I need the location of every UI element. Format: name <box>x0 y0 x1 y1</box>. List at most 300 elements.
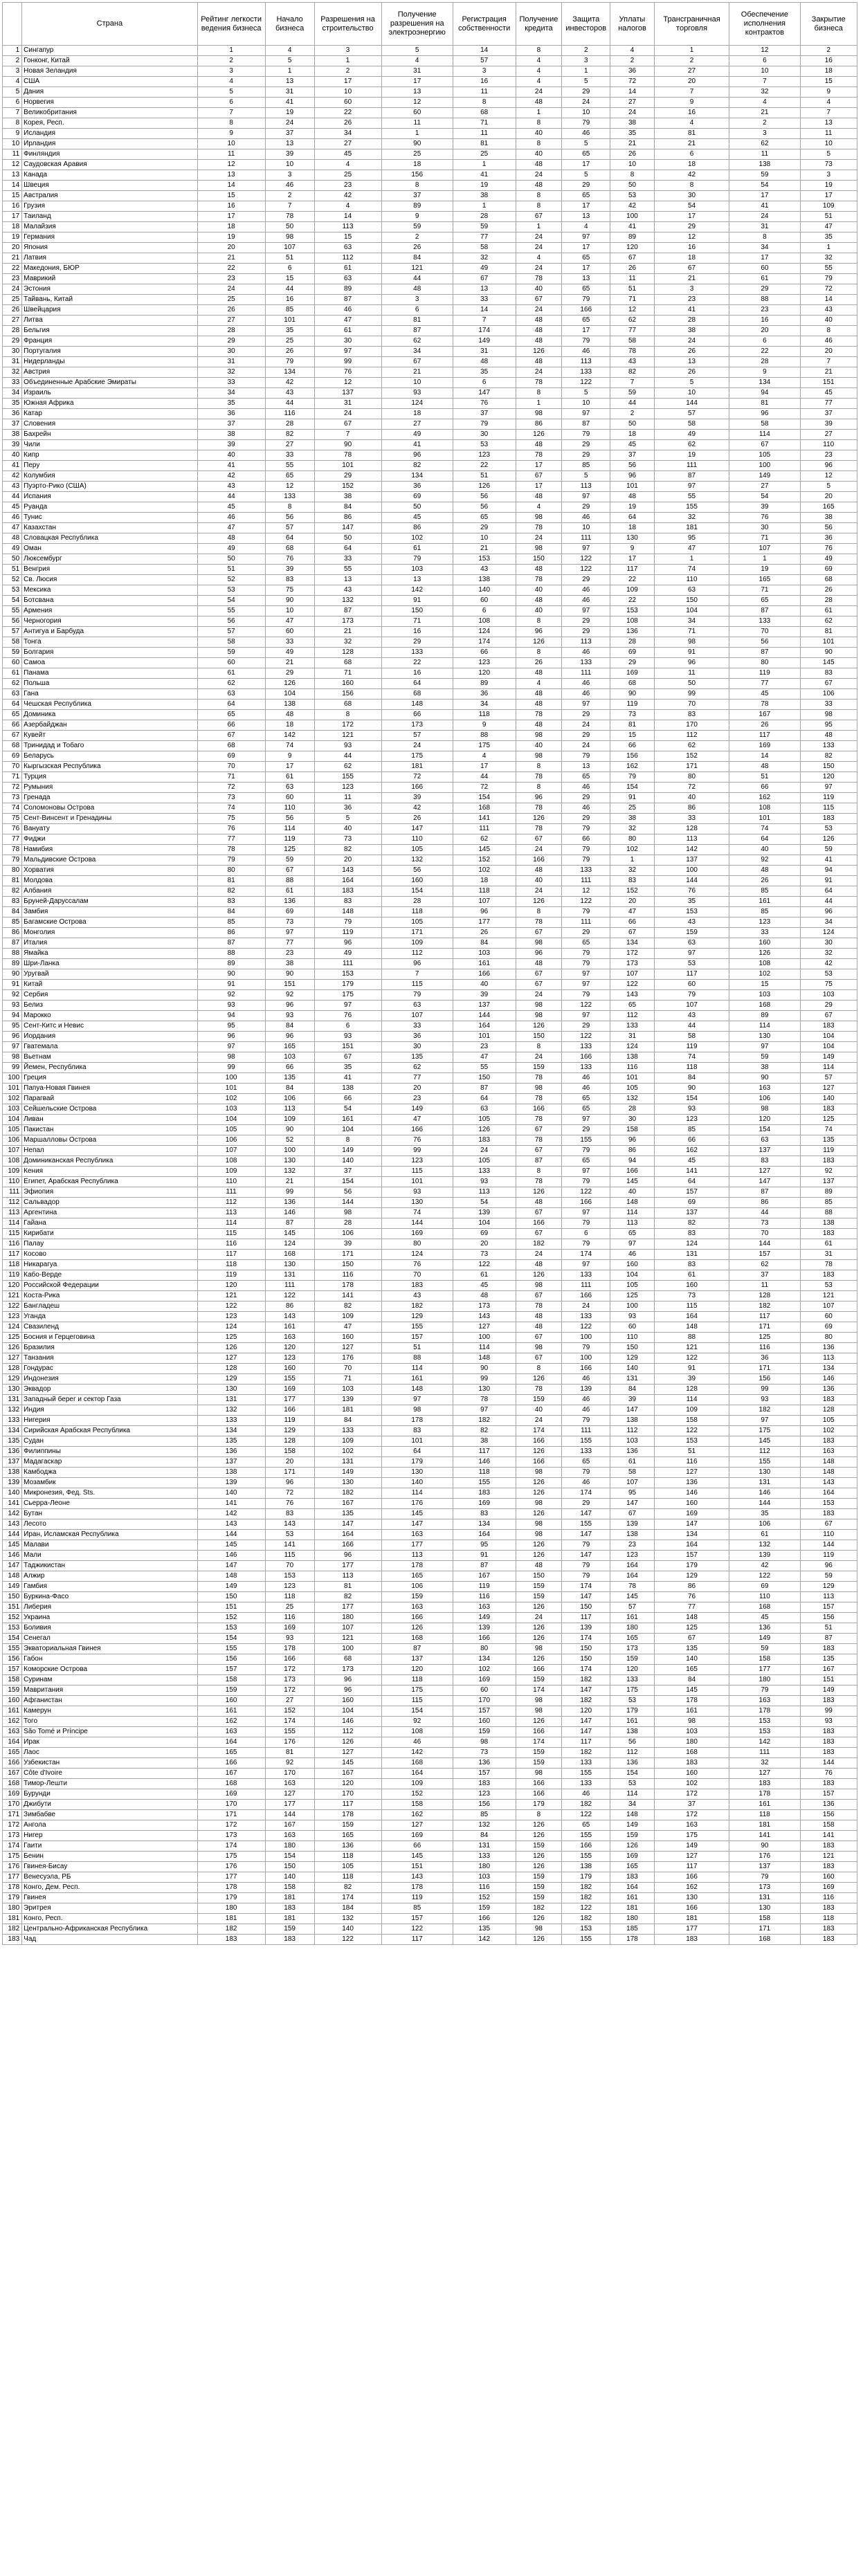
getting-credit-value: 126 <box>516 1509 562 1519</box>
construction-permits-value: 176 <box>314 1353 381 1364</box>
trading-across-borders-value: 81 <box>654 129 729 139</box>
paying-taxes-value: 181 <box>610 1903 655 1914</box>
closing-business-value: 149 <box>800 1686 857 1696</box>
starting-business-value: 74 <box>265 741 314 751</box>
ease-rank: 33 <box>197 378 265 388</box>
starting-business-value: 127 <box>265 1789 314 1800</box>
electricity-value: 72 <box>381 772 453 783</box>
trading-across-borders-value: 16 <box>654 108 729 118</box>
enforcing-contracts-value: 100 <box>729 461 800 471</box>
starting-business-value: 123 <box>265 1582 314 1592</box>
table-row <box>3 191 857 201</box>
ease-rank: 128 <box>197 1364 265 1374</box>
paying-taxes-value: 26 <box>610 264 655 274</box>
construction-permits-value: 87 <box>314 606 381 616</box>
ease-rank: 103 <box>197 1104 265 1115</box>
electricity-value: 51 <box>381 1343 453 1353</box>
row-index: 142 <box>3 1509 22 1519</box>
paying-taxes-value: 179 <box>610 1706 655 1717</box>
ease-rank: 51 <box>197 565 265 575</box>
table-row <box>3 959 857 969</box>
protecting-investors-value: 46 <box>562 679 610 689</box>
protecting-investors-value: 139 <box>562 1385 610 1395</box>
enforcing-contracts-value: 105 <box>729 450 800 461</box>
construction-permits-value: 41 <box>314 1073 381 1084</box>
starting-business-value: 181 <box>265 1914 314 1924</box>
row-index: 9 <box>3 129 22 139</box>
row-index: 143 <box>3 1519 22 1530</box>
protecting-investors-value: 29 <box>562 575 610 585</box>
protecting-investors-value: 97 <box>562 409 610 419</box>
paying-taxes-value: 65 <box>610 1001 655 1011</box>
registering-property-value: 164 <box>453 1530 516 1540</box>
paying-taxes-value: 38 <box>610 814 655 824</box>
electricity-value: 70 <box>381 1270 453 1281</box>
closing-business-value: 64 <box>800 886 857 897</box>
closing-business-value: 75 <box>800 980 857 990</box>
paying-taxes-value: 100 <box>610 1301 655 1312</box>
electricity-value: 12 <box>381 98 453 108</box>
getting-credit-value: 78 <box>516 1115 562 1125</box>
registering-property-value: 145 <box>453 845 516 855</box>
enforcing-contracts-value: 106 <box>729 1094 800 1104</box>
registering-property-value: 87 <box>453 1561 516 1571</box>
trading-across-borders-value: 51 <box>654 1447 729 1457</box>
row-index: 16 <box>3 201 22 212</box>
paying-taxes-value: 37 <box>610 450 655 461</box>
protecting-investors-value: 97 <box>562 232 610 243</box>
starting-business-value: 44 <box>265 284 314 295</box>
trading-across-borders-value: 61 <box>654 1270 729 1281</box>
electricity-value: 182 <box>381 1301 453 1312</box>
ease-rank: 89 <box>197 959 265 969</box>
protecting-investors-value: 147 <box>562 1530 610 1540</box>
construction-permits-value: 135 <box>314 1509 381 1519</box>
table-row <box>3 1198 857 1208</box>
construction-permits-value: 133 <box>314 1426 381 1436</box>
trading-across-borders-value: 175 <box>654 1831 729 1841</box>
getting-credit-value: 126 <box>516 637 562 648</box>
protecting-investors-value: 155 <box>562 1852 610 1862</box>
electricity-value: 126 <box>381 1623 453 1634</box>
protecting-investors-value: 17 <box>562 201 610 212</box>
enforcing-contracts-value: 48 <box>729 866 800 876</box>
starting-business-value: 138 <box>265 700 314 710</box>
country-name: Катар <box>22 409 197 419</box>
starting-business-value: 118 <box>265 1592 314 1602</box>
ease-rank: 4 <box>197 77 265 87</box>
ease-rank: 152 <box>197 1613 265 1623</box>
registering-property-value: 133 <box>453 1852 516 1862</box>
construction-permits-value: 99 <box>314 357 381 367</box>
getting-credit-value: 78 <box>516 917 562 928</box>
paying-taxes-value: 101 <box>610 482 655 492</box>
electricity-value: 114 <box>381 1364 453 1374</box>
enforcing-contracts-value: 176 <box>729 1852 800 1862</box>
getting-credit-value: 98 <box>516 1706 562 1717</box>
registering-property-value: 166 <box>453 1634 516 1644</box>
country-name: Мозамбик <box>22 1478 197 1488</box>
closing-business-value: 144 <box>800 1540 857 1551</box>
closing-business-value: 30 <box>800 938 857 949</box>
starting-business-value: 166 <box>265 1654 314 1665</box>
table-row <box>3 409 857 419</box>
closing-business-value: 28 <box>800 596 857 606</box>
table-row <box>3 98 857 108</box>
enforcing-contracts-value: 156 <box>729 1374 800 1385</box>
enforcing-contracts-value: 116 <box>729 1343 800 1353</box>
construction-permits-value: 138 <box>314 1084 381 1094</box>
ease-rank: 108 <box>197 1156 265 1167</box>
row-index: 141 <box>3 1499 22 1509</box>
table-row <box>3 731 857 741</box>
country-name: Côte d'Ivoire <box>22 1769 197 1779</box>
starting-business-value: 178 <box>265 1644 314 1654</box>
closing-business-value: 72 <box>800 284 857 295</box>
paying-taxes-value: 94 <box>610 1156 655 1167</box>
ease-rank: 15 <box>197 191 265 201</box>
getting-credit-value: 78 <box>516 1073 562 1084</box>
column-header-index <box>3 3 22 46</box>
ease-rank: 75 <box>197 814 265 824</box>
country-name: Узбекистан <box>22 1758 197 1769</box>
table-row <box>3 1488 857 1499</box>
registering-property-value: 33 <box>453 295 516 305</box>
registering-property-value: 23 <box>453 1042 516 1052</box>
getting-credit-value: 98 <box>516 1519 562 1530</box>
ease-rank: 131 <box>197 1395 265 1405</box>
protecting-investors-value: 4 <box>562 222 610 232</box>
getting-credit-value: 166 <box>516 1789 562 1800</box>
enforcing-contracts-value: 66 <box>729 783 800 793</box>
starting-business-value: 21 <box>265 658 314 668</box>
closing-business-value: 87 <box>800 1634 857 1644</box>
paying-taxes-value: 43 <box>610 357 655 367</box>
paying-taxes-value: 185 <box>610 1924 655 1935</box>
closing-business-value: 20 <box>800 347 857 357</box>
ease-rank: 107 <box>197 1146 265 1156</box>
closing-business-value: 17 <box>800 191 857 201</box>
enforcing-contracts-value: 7 <box>729 77 800 87</box>
row-index: 5 <box>3 87 22 98</box>
construction-permits-value: 149 <box>314 1468 381 1478</box>
closing-business-value: 21 <box>800 367 857 378</box>
construction-permits-value: 149 <box>314 1146 381 1156</box>
paying-taxes-value: 108 <box>610 616 655 627</box>
construction-permits-value: 167 <box>314 1769 381 1779</box>
table-row <box>3 1623 857 1634</box>
paying-taxes-value: 143 <box>610 990 655 1001</box>
registering-property-value: 44 <box>453 772 516 783</box>
getting-credit-value: 17 <box>516 461 562 471</box>
table-row <box>3 949 857 959</box>
construction-permits-value: 145 <box>314 1758 381 1769</box>
enforcing-contracts-value: 119 <box>729 668 800 679</box>
paying-taxes-value: 158 <box>610 1125 655 1135</box>
row-index: 88 <box>3 949 22 959</box>
enforcing-contracts-value: 136 <box>729 1623 800 1634</box>
getting-credit-value: 98 <box>516 751 562 762</box>
table-row <box>3 1281 857 1291</box>
country-name: Свазиленд <box>22 1322 197 1333</box>
country-name: Македония, БЮР <box>22 264 197 274</box>
ease-rank: 53 <box>197 585 265 596</box>
paying-taxes-value: 96 <box>610 471 655 482</box>
electricity-value: 163 <box>381 1602 453 1613</box>
protecting-investors-value: 46 <box>562 783 610 793</box>
registering-property-value: 43 <box>453 565 516 575</box>
enforcing-contracts-value: 134 <box>729 378 800 388</box>
starting-business-value: 86 <box>265 1301 314 1312</box>
electricity-value: 77 <box>381 1073 453 1084</box>
country-name: Кения <box>22 1167 197 1177</box>
protecting-investors-value: 122 <box>562 1187 610 1198</box>
trading-across-borders-value: 66 <box>654 1135 729 1146</box>
getting-credit-value: 67 <box>516 1146 562 1156</box>
closing-business-value: 77 <box>800 399 857 409</box>
trading-across-borders-value: 34 <box>654 616 729 627</box>
registering-property-value: 73 <box>453 1748 516 1758</box>
enforcing-contracts-value: 117 <box>729 1312 800 1322</box>
country-name: Бенин <box>22 1852 197 1862</box>
construction-permits-value: 46 <box>314 305 381 316</box>
getting-credit-value: 67 <box>516 1125 562 1135</box>
electricity-value: 29 <box>381 637 453 648</box>
construction-permits-value: 127 <box>314 1748 381 1758</box>
table-row <box>3 1291 857 1301</box>
paying-taxes-value: 15 <box>610 731 655 741</box>
paying-taxes-value: 44 <box>610 399 655 409</box>
paying-taxes-value: 112 <box>610 1426 655 1436</box>
country-name: Габон <box>22 1654 197 1665</box>
electricity-value: 166 <box>381 783 453 793</box>
row-index: 39 <box>3 440 22 450</box>
row-index: 48 <box>3 533 22 544</box>
ease-rank: 20 <box>197 243 265 253</box>
registering-property-value: 139 <box>453 1208 516 1218</box>
country-name: Австрия <box>22 367 197 378</box>
electricity-value: 39 <box>381 793 453 803</box>
protecting-investors-value: 29 <box>562 710 610 720</box>
electricity-value: 109 <box>381 1779 453 1789</box>
trading-across-borders-value: 124 <box>654 1239 729 1250</box>
row-index: 52 <box>3 575 22 585</box>
ease-rank: 79 <box>197 855 265 866</box>
enforcing-contracts-value: 10 <box>729 66 800 77</box>
protecting-investors-value: 6 <box>562 1229 610 1239</box>
electricity-value: 97 <box>381 1395 453 1405</box>
ease-rank: 94 <box>197 1011 265 1021</box>
trading-across-borders-value: 69 <box>654 1198 729 1208</box>
starting-business-value: 119 <box>265 834 314 845</box>
closing-business-value: 16 <box>800 56 857 66</box>
construction-permits-value: 160 <box>314 679 381 689</box>
table-row <box>3 980 857 990</box>
trading-across-borders-value: 7 <box>654 87 729 98</box>
row-index: 38 <box>3 430 22 440</box>
column-header-protecting-investors: Защита инвесторов <box>562 3 610 46</box>
ease-rank: 98 <box>197 1052 265 1063</box>
protecting-investors-value: 29 <box>562 181 610 191</box>
registering-property-value: 166 <box>453 969 516 980</box>
starting-business-value: 101 <box>265 316 314 326</box>
getting-credit-value: 78 <box>516 378 562 388</box>
table-row <box>3 575 857 585</box>
row-index: 36 <box>3 409 22 419</box>
table-row <box>3 1737 857 1748</box>
construction-permits-value: 181 <box>314 1405 381 1416</box>
trading-across-borders-value: 165 <box>654 1665 729 1675</box>
table-row <box>3 866 857 876</box>
row-index: 75 <box>3 814 22 824</box>
construction-permits-value: 130 <box>314 1478 381 1488</box>
table-row <box>3 1852 857 1862</box>
row-index: 78 <box>3 845 22 855</box>
construction-permits-value: 140 <box>314 1924 381 1935</box>
row-index: 6 <box>3 98 22 108</box>
enforcing-contracts-value: 51 <box>729 772 800 783</box>
construction-permits-value: 93 <box>314 1032 381 1042</box>
construction-permits-value: 60 <box>314 98 381 108</box>
enforcing-contracts-value: 108 <box>729 959 800 969</box>
registering-property-value: 122 <box>453 1260 516 1270</box>
construction-permits-value: 3 <box>314 46 381 56</box>
closing-business-value: 128 <box>800 1405 857 1416</box>
protecting-investors-value: 24 <box>562 720 610 731</box>
getting-credit-value: 98 <box>516 409 562 419</box>
enforcing-contracts-value: 141 <box>729 1831 800 1841</box>
ease-rank: 88 <box>197 949 265 959</box>
closing-business-value: 183 <box>800 1436 857 1447</box>
table-row <box>3 1436 857 1447</box>
country-name: Эстония <box>22 284 197 295</box>
ease-rank: 60 <box>197 658 265 668</box>
protecting-investors-value: 97 <box>562 1208 610 1218</box>
electricity-value: 56 <box>381 866 453 876</box>
paying-taxes-value: 28 <box>610 1104 655 1115</box>
row-index: 105 <box>3 1125 22 1135</box>
construction-permits-value: 150 <box>314 1260 381 1270</box>
getting-credit-value: 98 <box>516 1084 562 1094</box>
enforcing-contracts-value: 54 <box>729 492 800 502</box>
registering-property-value: 119 <box>453 1582 516 1592</box>
starting-business-value: 19 <box>265 108 314 118</box>
trading-across-borders-value: 130 <box>654 1893 729 1903</box>
starting-business-value: 33 <box>265 450 314 461</box>
country-name: Марокко <box>22 1011 197 1021</box>
starting-business-value: 25 <box>265 1602 314 1613</box>
row-index: 64 <box>3 700 22 710</box>
electricity-value: 26 <box>381 243 453 253</box>
electricity-value: 157 <box>381 1914 453 1924</box>
registering-property-value: 134 <box>453 1654 516 1665</box>
registering-property-value: 183 <box>453 1135 516 1146</box>
ease-rank: 62 <box>197 679 265 689</box>
enforcing-contracts-value: 30 <box>729 523 800 533</box>
country-name: Ангола <box>22 1820 197 1831</box>
electricity-value: 148 <box>381 1385 453 1395</box>
table-row <box>3 1696 857 1706</box>
trading-across-borders-value: 30 <box>654 191 729 201</box>
ease-rank: 9 <box>197 129 265 139</box>
table-row <box>3 1312 857 1322</box>
protecting-investors-value: 174 <box>562 1634 610 1644</box>
table-row <box>3 56 857 66</box>
trading-across-borders-value: 54 <box>654 201 729 212</box>
country-name: Намибия <box>22 845 197 855</box>
closing-business-value: 8 <box>800 326 857 336</box>
ease-rank: 28 <box>197 326 265 336</box>
table-row <box>3 66 857 77</box>
enforcing-contracts-value: 108 <box>729 803 800 814</box>
starting-business-value: 10 <box>265 606 314 616</box>
paying-taxes-value: 180 <box>610 1914 655 1924</box>
closing-business-value: 95 <box>800 720 857 731</box>
electricity-value: 143 <box>381 1872 453 1883</box>
registering-property-value: 177 <box>453 917 516 928</box>
registering-property-value: 84 <box>453 938 516 949</box>
row-index: 109 <box>3 1167 22 1177</box>
getting-credit-value: 159 <box>516 1582 562 1592</box>
paying-taxes-value: 86 <box>610 1146 655 1156</box>
table-row <box>3 741 857 751</box>
construction-permits-value: 34 <box>314 129 381 139</box>
row-index: 37 <box>3 419 22 430</box>
country-name: Алжир <box>22 1571 197 1582</box>
closing-business-value: 156 <box>800 1613 857 1623</box>
closing-business-value: 61 <box>800 1239 857 1250</box>
registering-property-value: 102 <box>453 866 516 876</box>
country-name: Сальвадор <box>22 1198 197 1208</box>
enforcing-contracts-value: 26 <box>729 876 800 886</box>
row-index: 95 <box>3 1021 22 1032</box>
paying-taxes-value: 159 <box>610 1831 655 1841</box>
country-name: Казахстан <box>22 523 197 533</box>
table-row <box>3 1820 857 1831</box>
electricity-value: 18 <box>381 409 453 419</box>
paying-taxes-value: 159 <box>610 1654 655 1665</box>
enforcing-contracts-value: 133 <box>729 616 800 627</box>
protecting-investors-value: 5 <box>562 388 610 399</box>
row-index: 182 <box>3 1924 22 1935</box>
getting-credit-value: 24 <box>516 87 562 98</box>
country-name: Палау <box>22 1239 197 1250</box>
protecting-investors-value: 46 <box>562 596 610 606</box>
ease-rank: 54 <box>197 596 265 606</box>
getting-credit-value: 98 <box>516 513 562 523</box>
starting-business-value: 134 <box>265 367 314 378</box>
row-index: 137 <box>3 1457 22 1468</box>
closing-business-value: 127 <box>800 1084 857 1094</box>
closing-business-value: 144 <box>800 1758 857 1769</box>
getting-credit-value: 48 <box>516 959 562 969</box>
enforcing-contracts-value: 19 <box>729 565 800 575</box>
country-name: São Tomé и Príncipe <box>22 1727 197 1737</box>
getting-credit-value: 48 <box>516 1198 562 1208</box>
electricity-value: 108 <box>381 1727 453 1737</box>
country-name: Босния и Герцеговина <box>22 1333 197 1343</box>
closing-business-value: 23 <box>800 450 857 461</box>
row-index: 180 <box>3 1903 22 1914</box>
enforcing-contracts-value: 163 <box>729 1696 800 1706</box>
getting-credit-value: 8 <box>516 118 562 129</box>
enforcing-contracts-value: 44 <box>729 1208 800 1218</box>
table-row <box>3 1260 857 1270</box>
electricity-value: 64 <box>381 1447 453 1457</box>
protecting-investors-value: 155 <box>562 1436 610 1447</box>
getting-credit-value: 182 <box>516 1239 562 1250</box>
closing-business-value: 183 <box>800 1270 857 1281</box>
